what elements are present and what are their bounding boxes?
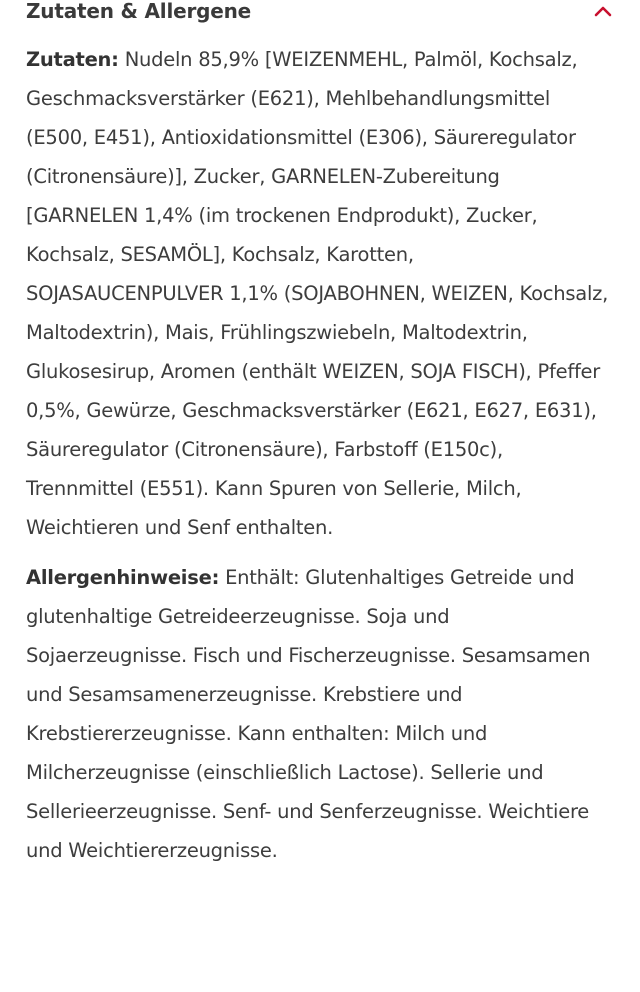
allergens-paragraph [26, 558, 612, 870]
chevron-up-icon[interactable] [592, 0, 614, 22]
ingredients-label: Zutaten: [26, 48, 119, 71]
allergens-label: Allergenhinweise: [26, 566, 220, 589]
accordion-content [26, 40, 612, 870]
accordion-title: Zutaten & Allergene [26, 0, 252, 23]
accordion-header-ingredients-allergens[interactable] [26, 0, 612, 24]
ingredients-text: Nudeln 85,9% [WEIZENMEHL, Palmöl, Kochsalz, Geschmacksverstärker (E621), Mehlbehandlungsmittel (E500, E451), Antioxidationsmittel (E306), Säureregulator (Citronensäure)], Zucker, GARNELEN-Zubereitung [GARNELEN 1,4% (im trockenen Endprodukt), Zucker, Kochsalz, SESAMÖL], Kochsalz, Karotten, SOJASAUCENPULVER 1,1% (SOJABOHNEN, WEIZEN, Kochsalz, Maltodextrin), Mais, Frühlingszwiebeln, Maltodextrin, Glukosesirup, Aromen (enthält WEIZEN, SOJA FISCH), Pfeffer 0,5%, Gewürze, Geschmacksverstärker (E621, E627, E631), Säureregulator (Citronensäure), Farbstoff (E150c), Trennmittel (E551). Kann Spuren von Sellerie, Milch, Weichtieren und Senf enthalten. [26, 48, 609, 539]
ingredients-paragraph [26, 40, 612, 547]
allergens-text: Enthält: Glutenhaltiges Getreide und glutenhaltige Getreideerzeugnisse. Soja und Sojaerzeugnisse. Fisch und Fischerzeugnisse. Sesamsamen und Sesamsamenerzeugnisse. Krebstiere und Krebstiererzeugnisse. Kann enthalten: Milch und Milcherzeugnisse (einschließlich Lactose). Sellerie und Sellerieerzeugnisse. Senf- und Senferzeugnisse. Weichtiere und Weichtiererzeugnisse. [26, 566, 591, 862]
